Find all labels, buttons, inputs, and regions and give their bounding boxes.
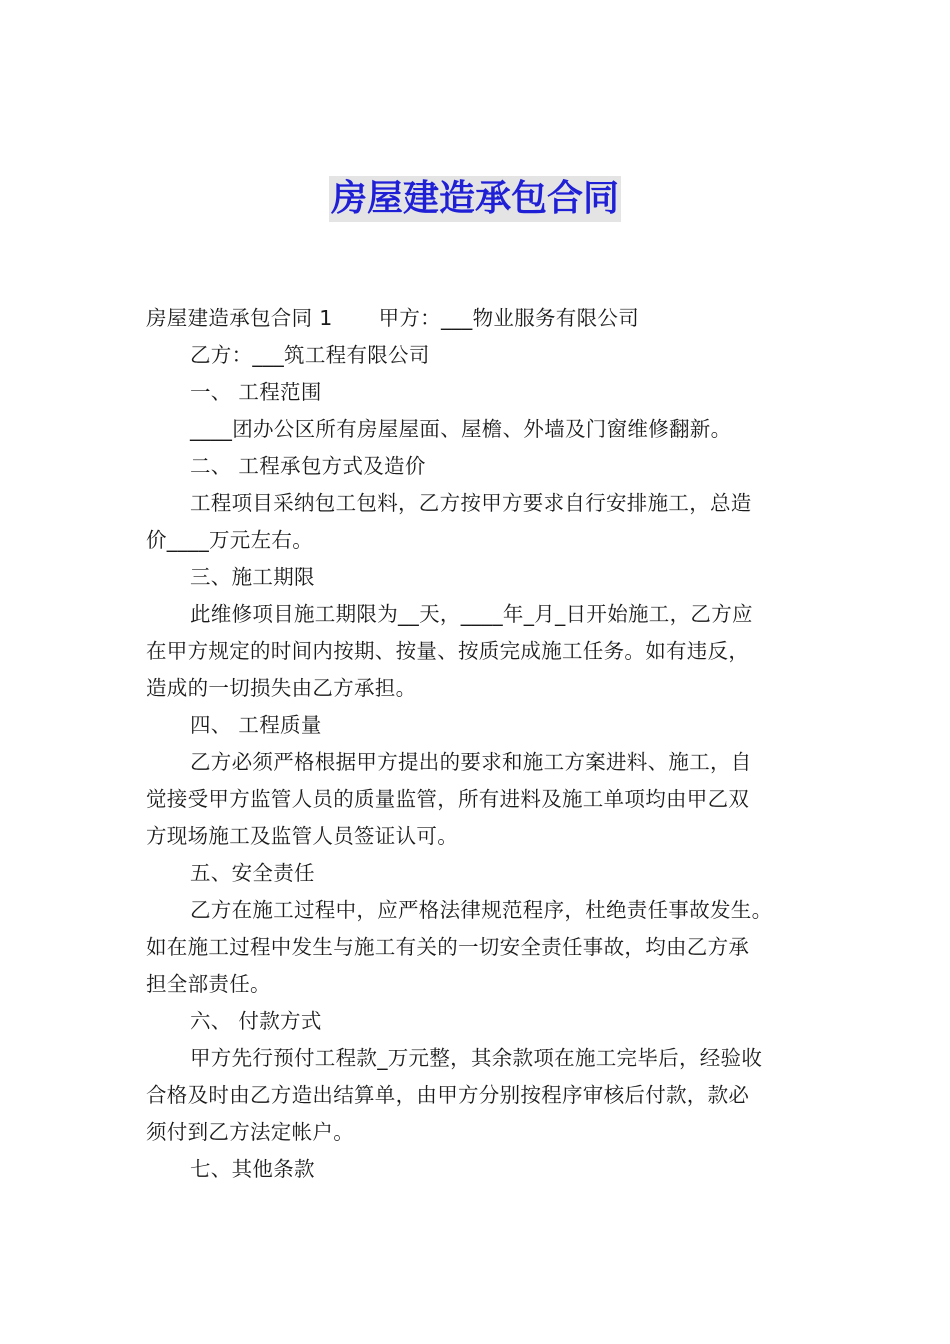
paragraph-line: 工程项目采纳包工包料，乙方按甲方要求自行安排施工，总造: [190, 491, 752, 515]
paragraph-line: 觉接受甲方监管人员的质量监管，所有进料及施工单项均由甲乙双: [146, 787, 750, 811]
section-heading: 二、 工程承包方式及造价: [190, 454, 426, 478]
party-a-line: 甲方：___物业服务有限公司: [378, 306, 640, 330]
party-b-line: 乙方：___筑工程有限公司: [190, 343, 430, 367]
paragraph-line: 如在施工过程中发生与施工有关的一切安全责任事故，均由乙方承: [146, 935, 750, 959]
paragraph-line: 须付到乙方法定帐户。: [146, 1120, 354, 1144]
paragraph-line: 合格及时由乙方造出结算单，由甲方分别按程序审核后付款，款必: [146, 1083, 750, 1107]
contract-subtitle: 房屋建造承包合同 1: [146, 306, 333, 330]
document-title-text: 房屋建造承包合同: [329, 176, 621, 222]
paragraph-line: ____团办公区所有房屋屋面、屋檐、外墙及门窗维修翻新。: [190, 417, 732, 441]
paragraph-line: 在甲方规定的时间内按期、按量、按质完成施工任务。如有违反，: [146, 639, 750, 663]
section-heading: 四、 工程质量: [190, 713, 322, 737]
paragraph-line: 方现场施工及监管人员签证认可。: [146, 824, 458, 848]
section-heading: 七、其他条款: [190, 1157, 315, 1181]
section-heading: 六、 付款方式: [190, 1009, 322, 1033]
section-heading: 三、施工期限: [190, 565, 315, 589]
document-body: [146, 300, 811, 1188]
paragraph-line: 乙方必须严格根据甲方提出的要求和施工方案进料、施工，自: [190, 750, 752, 774]
section-heading: 五、安全责任: [190, 861, 315, 885]
paragraph-line: 乙方在施工过程中，应严格法律规范程序，杜绝责任事故发生。: [190, 898, 773, 922]
paragraph-line: 造成的一切损失由乙方承担。: [146, 676, 417, 700]
heading-line: [146, 300, 811, 337]
section-heading: 一、 工程范围: [190, 380, 322, 404]
paragraph-line: 甲方先行预付工程款_万元整，其余款项在施工完毕后，经验收: [190, 1046, 763, 1070]
paragraph-line: 担全部责任。: [146, 972, 271, 996]
document-title: [0, 176, 950, 222]
paragraph-line: 价____万元左右。: [146, 528, 313, 552]
paragraph-line: 此维修项目施工期限为__天，____年_月_日开始施工，乙方应: [190, 602, 753, 626]
